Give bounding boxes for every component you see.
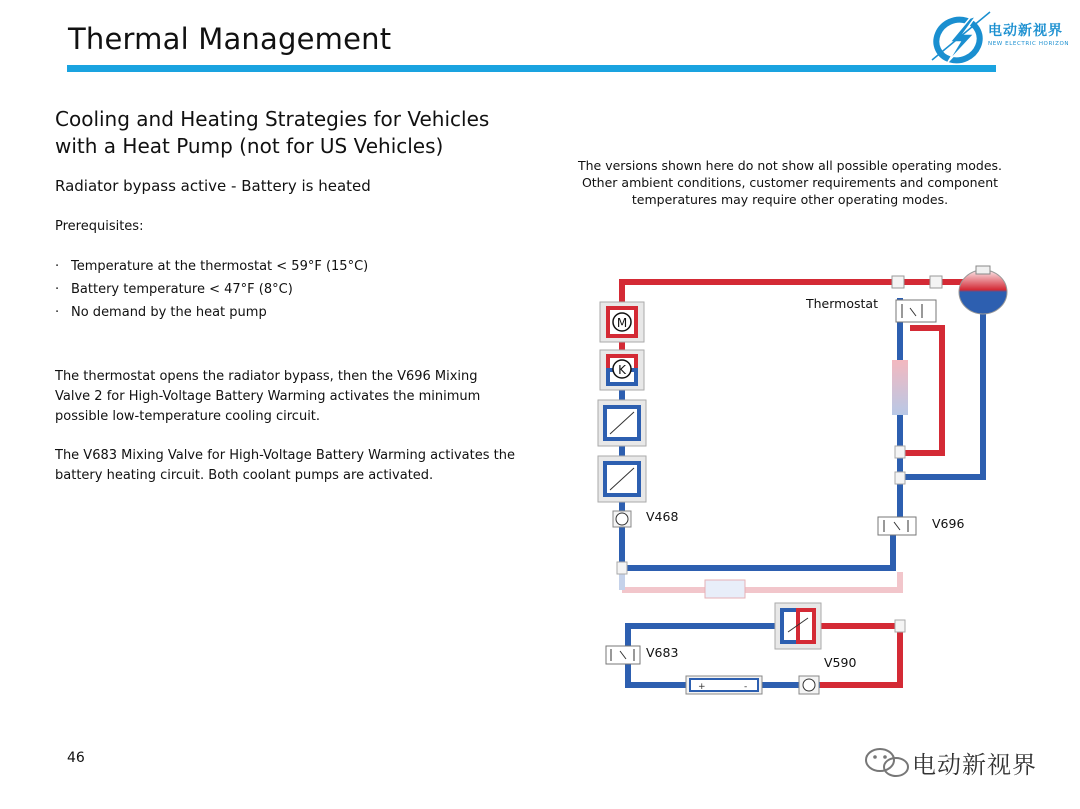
- operating-modes-note: The versions shown here do not show all possible operating modes. Other ambient conditions, customer requirements and component temperatures may require other operating modes.: [577, 158, 1003, 207]
- coolant-circuit-diagram: [580, 260, 1040, 710]
- prerequisites-list: [55, 258, 368, 327]
- logo-text-cn: 电动新视界: [988, 23, 1063, 39]
- compressor-symbol: K: [618, 363, 626, 377]
- prerequisites-label: Prerequisites:: [55, 219, 144, 234]
- page-title: Thermal Management: [68, 22, 392, 56]
- title-underline: [67, 65, 996, 72]
- paragraph-thermostat: The thermostat opens the radiator bypass, then the V696 Mixing Valve 2 for High-Voltage Battery Warming activates the minimum possible low-temperature cooling circuit.: [55, 369, 481, 424]
- svg-text:+: +: [698, 682, 706, 692]
- label-v683: V683: [646, 645, 679, 660]
- list-item: · Temperature at the thermostat < 59°F (15°C): [55, 259, 369, 274]
- section-heading: Cooling and Heating Strategies for Vehicles with a Heat Pump (not for US Vehicles): [55, 107, 490, 158]
- list-item: · No demand by the heat pump: [55, 305, 267, 320]
- section-subheading: Radiator bypass active - Battery is heated: [55, 177, 371, 195]
- label-v590: V590: [824, 655, 857, 670]
- list-item: · Battery temperature < 47°F (8°C): [55, 282, 293, 297]
- svg-text:-: -: [744, 682, 748, 692]
- label-v696: V696: [932, 516, 965, 531]
- watermark-text: 电动新视界: [912, 751, 1037, 779]
- paragraph-v683: The V683 Mixing Valve for High-Voltage Battery Warming activates the battery heating circuit. Both coolant pumps are activated.: [55, 448, 515, 483]
- motor-symbol: M: [616, 316, 628, 330]
- logo-text-en: NEW ELECTRIC HORIZON: [988, 41, 1070, 47]
- label-thermostat: Thermostat: [806, 296, 878, 311]
- label-v468: V468: [646, 509, 679, 524]
- page-number: 46: [67, 750, 85, 766]
